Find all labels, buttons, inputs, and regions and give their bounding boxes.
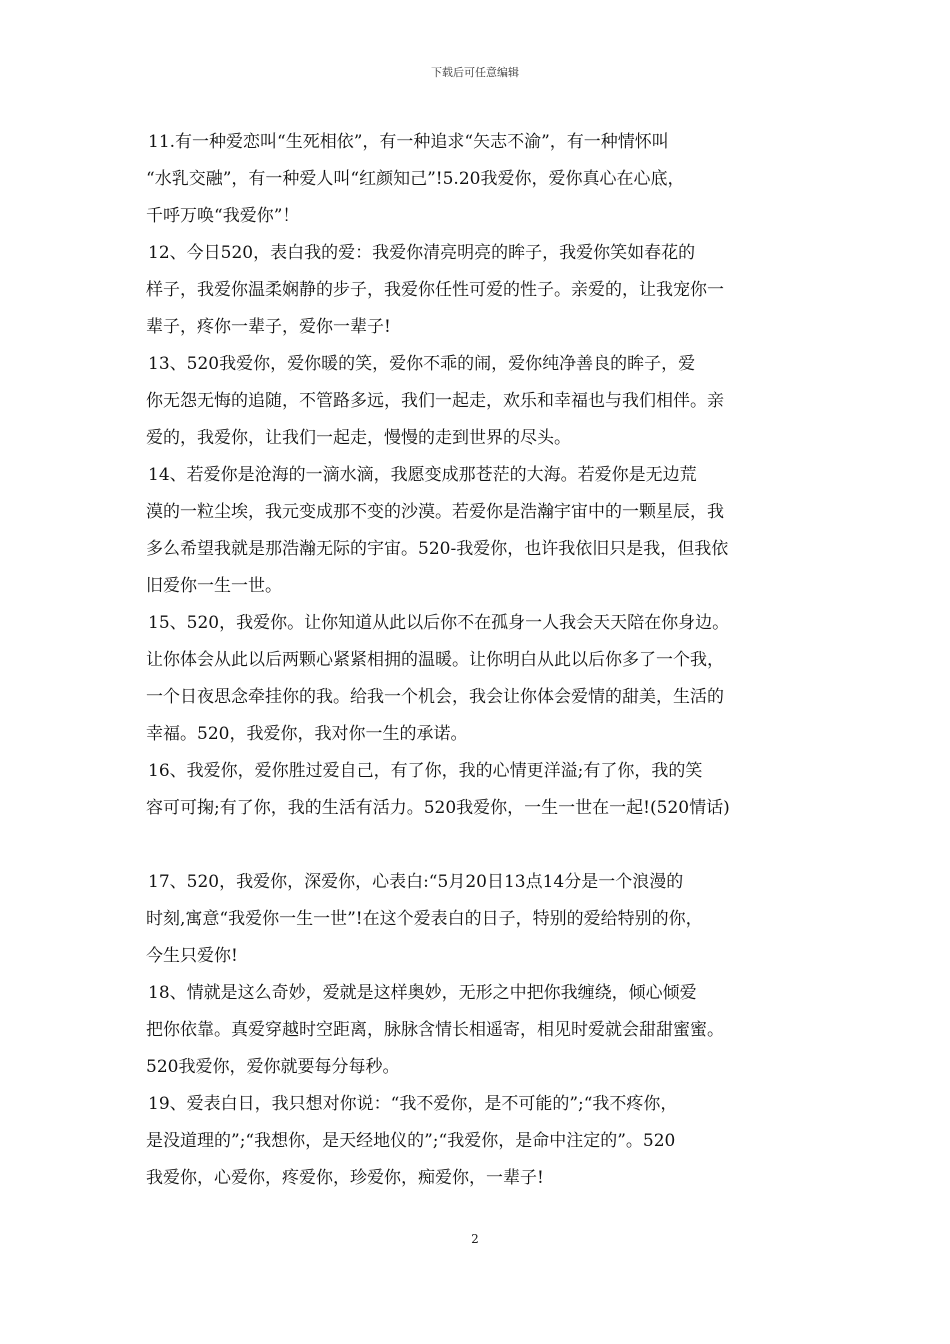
paragraph-line: 一个日夜思念牵挂你的我。给我一个机会，我会让你体会爱情的甜美，生活的 xyxy=(146,687,724,707)
paragraph-first-line: 16、我爱你，爱你胜过爱自己，有了你，我的心情更洋溢;有了你，我的笑 xyxy=(148,761,703,781)
paragraph-line: 是没道理的”;“我想你，是天经地仪的”;“我爱你，是命中注定的”。520 xyxy=(146,1131,676,1151)
paragraph-first-line: 17、520，我爱你，深爱你，心表白:“5月20日13点14分是一个浪漫的 xyxy=(148,872,684,892)
paragraph-line: “水乳交融”，有一种爱人叫“红颜知己”!5.20我爱你，爱你真心在心底， xyxy=(146,169,685,189)
paragraph-line: 我爱你，心爱你，疼爱你，珍爱你，痴爱你，一辈子! xyxy=(146,1168,544,1188)
paragraph-first-line: 13、520我爱你，爱你暖的笑，爱你不乖的闹，爱你纯净善良的眸子，爱 xyxy=(148,354,696,374)
paragraph-first-line: 15、520，我爱你。让你知道从此以后你不在孤身一人我会天天陪在你身边。 xyxy=(148,613,730,633)
paragraph-line: 你无怨无悔的追随，不管路多远，我们一起走，欢乐和幸福也与我们相伴。亲 xyxy=(146,391,724,411)
paragraph-first-line: 14、若爱你是沧海的一滴水滴，我愿变成那苍茫的大海。若爱你是无边荒 xyxy=(148,465,697,485)
paragraph-line: 辈子，疼你一辈子，爱你一辈子! xyxy=(146,317,391,337)
paragraph-first-line: 11.有一种爱恋叫“生死相依”，有一种追求“矢志不渝”，有一种情怀叫 xyxy=(148,132,669,152)
document-body xyxy=(146,124,810,1197)
page-header: 下载后可任意编辑 xyxy=(431,66,519,79)
paragraph-line: 今生只爱你! xyxy=(146,946,238,966)
paragraph-line: 时刻,寓意“我爱你一生一世”!在这个爱表白的日子，特别的爱给特别的你， xyxy=(146,909,703,929)
paragraph-first-line: 19、爱表白日，我只想对你说：“我不爱你，是不可能的”;“我不疼你， xyxy=(148,1094,678,1114)
paragraph-line: 容可可掬;有了你，我的生活有活力。520我爱你，一生一世在一起!(520情话) xyxy=(146,798,730,818)
paragraph-line: 样子，我爱你温柔娴静的步子，我爱你任性可爱的性子。亲爱的，让我宠你一 xyxy=(146,280,724,300)
page-number: 2 xyxy=(471,1232,479,1246)
paragraph-line: 让你体会从此以后两颗心紧紧相拥的温暖。让你明白从此以后你多了一个我， xyxy=(146,650,724,670)
paragraph-line: 旧爱你一生一世。 xyxy=(146,576,282,596)
paragraph-gap xyxy=(146,827,810,864)
paragraph-line: 幸福。520，我爱你，我对你一生的承诺。 xyxy=(146,724,468,744)
paragraph-line: 漠的一粒尘埃，我元变成那不变的沙漠。若爱你是浩瀚宇宙中的一颗星辰，我 xyxy=(146,502,724,522)
paragraph-line: 千呼万唤“我爱你”！ xyxy=(146,206,300,226)
paragraph-line: 爱的，我爱你，让我们一起走，慢慢的走到世界的尽头。 xyxy=(146,428,571,448)
paragraph-line: 多么希望我就是那浩瀚无际的宇宙。520-我爱你，也许我依旧只是我，但我依 xyxy=(146,539,729,559)
paragraph-first-line: 12、今日520，表白我的爱：我爱你清亮明亮的眸子，我爱你笑如春花的 xyxy=(148,243,696,263)
paragraph-line: 520我爱你，爱你就要每分每秒。 xyxy=(146,1057,400,1077)
paragraph-line: 把你依靠。真爱穿越时空距离，脉脉含情长相遥寄，相见时爱就会甜甜蜜蜜。 xyxy=(146,1020,724,1040)
paragraph-first-line: 18、情就是这么奇妙，爱就是这样奥妙，无形之中把你我缠绕，倾心倾爱 xyxy=(148,983,697,1003)
